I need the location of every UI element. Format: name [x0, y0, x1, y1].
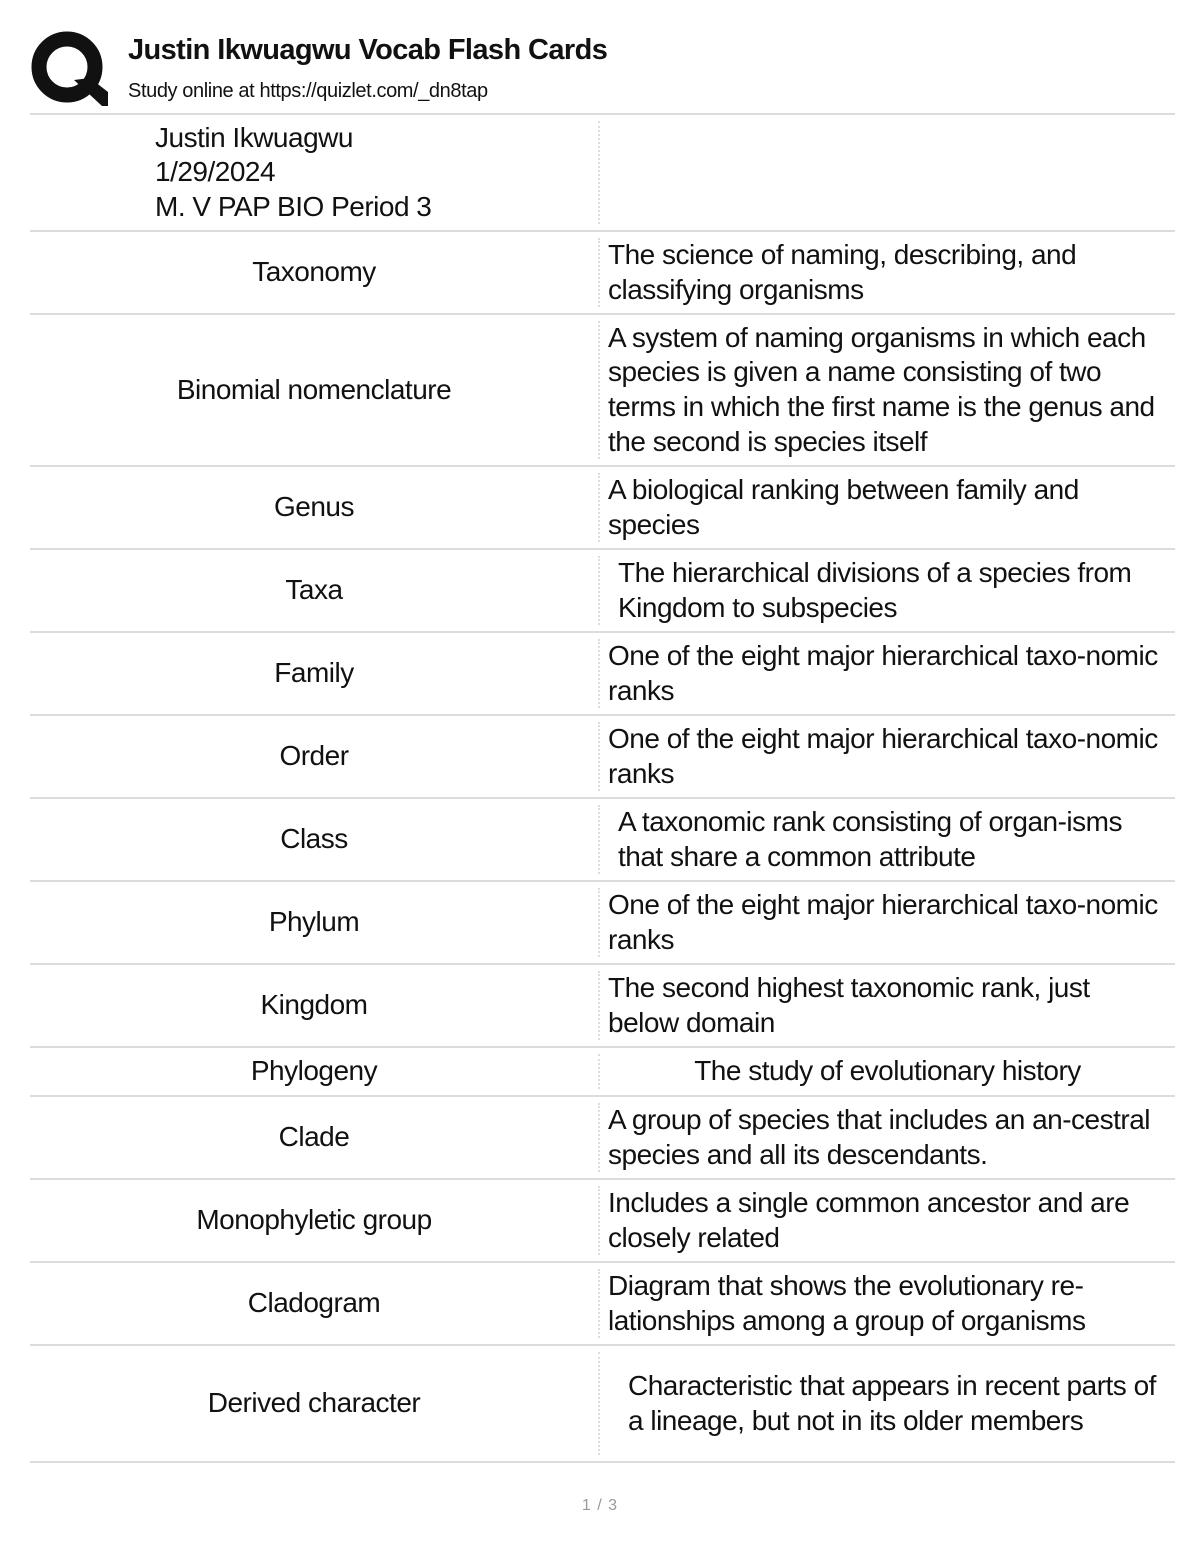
card-row: [30, 548, 1175, 631]
card-row: [30, 1046, 1175, 1095]
card-row: [30, 1344, 1175, 1463]
card-definition: One of the eight major hierarchical taxo-nomic ranks: [608, 639, 1158, 706]
card-term: Clade: [278, 1121, 350, 1153]
card-term: Genus: [274, 491, 354, 523]
page-number: 1 / 3: [581, 1497, 619, 1514]
card-definition: A group of species that includes an an-cestral species and all its descendants.: [608, 1103, 1151, 1170]
card-term: Kingdom: [260, 989, 368, 1021]
flash-card-table: [30, 113, 1175, 1463]
card-definition: One of the eight major hierarchical taxo-nomic ranks: [608, 888, 1158, 955]
card-term: Phylum: [268, 906, 360, 938]
card-row: [30, 880, 1175, 963]
card-term: Phylogeny: [250, 1055, 378, 1087]
card-definition: Diagram that shows the evolutionary re-lationships among a group of organisms: [608, 1269, 1086, 1336]
card-definition: [600, 115, 1175, 230]
card-row: [30, 113, 1175, 230]
card-definition: A system of naming organisms in which each species is given a name consisting of two terms in which the first name is the genus and the second is species itself: [608, 321, 1155, 457]
card-term: Order: [279, 740, 349, 772]
card-definition: One of the eight major hierarchical taxo-nomic ranks: [608, 722, 1158, 789]
document-header: [30, 28, 1175, 112]
card-definition: The hierarchical divisions of a species from Kingdom to subspecies: [618, 556, 1132, 623]
card-row: [30, 631, 1175, 714]
card-term: Cladogram: [247, 1287, 381, 1319]
document-title: Justin Ikwuagwu Vocab Flash Cards: [128, 34, 608, 66]
card-term: Class: [280, 823, 348, 855]
card-term: Justin Ikwuagwu 1/29/2024 M. V PAP BIO Period 3: [155, 121, 432, 222]
study-online-link-text: Study online at https://quizlet.com/_dn8tap: [128, 80, 488, 102]
card-term: Monophyletic group: [196, 1204, 432, 1236]
card-definition: The second highest taxonomic rank, just below domain: [608, 971, 1090, 1038]
card-term: Family: [274, 657, 354, 689]
card-term: Derived character: [207, 1387, 421, 1419]
card-row: [30, 797, 1175, 880]
card-term: Taxa: [285, 574, 343, 606]
card-definition: The study of evolutionary history: [694, 1055, 1081, 1087]
quizlet-q-logo-icon: [30, 30, 108, 108]
card-row: [30, 230, 1175, 313]
card-term: Taxonomy: [252, 256, 376, 288]
card-row: [30, 1095, 1175, 1178]
card-row: [30, 963, 1175, 1046]
card-definition: The science of naming, describing, and classifying organisms: [608, 238, 1077, 305]
card-row: [30, 465, 1175, 548]
card-definition: Characteristic that appears in recent parts of a lineage, but not in its older members: [628, 1369, 1156, 1436]
card-row: [30, 1261, 1175, 1344]
card-row: [30, 714, 1175, 797]
card-definition: A biological ranking between family and species: [608, 473, 1079, 540]
card-definition: Includes a single common ancestor and are closely related: [608, 1186, 1130, 1253]
card-definition: A taxonomic rank consisting of organ-isms that share a common attribute: [618, 805, 1122, 872]
card-term: Binomial nomenclature: [176, 373, 452, 405]
card-row: [30, 1178, 1175, 1261]
card-row: [30, 313, 1175, 465]
